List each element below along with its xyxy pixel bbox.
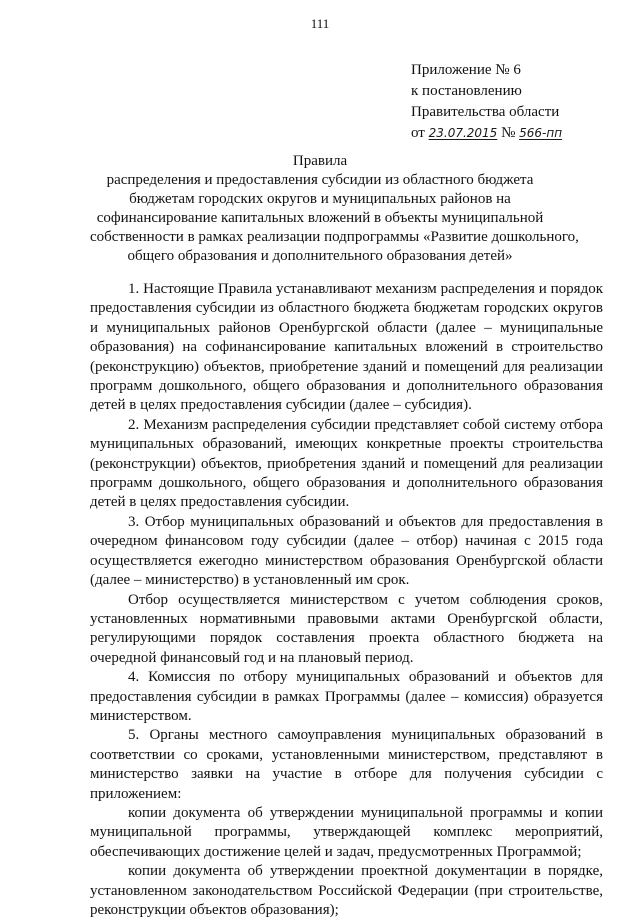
title-heading: Правила xyxy=(292,153,348,169)
paragraph: 2. Механизм распределения субсидии представляет собой систему отбора муниципальных образований, имеющих конкретные проекты строительства (реконструкции) объектов, приобретения зданий и помещений для реализации программ дошкольного, общего образования и дополнительного образования детей в целях предоставления субсидии. xyxy=(90,416,603,511)
title-line: бюджетам городских округов и муниципальных районов на xyxy=(129,191,511,207)
document-body xyxy=(90,280,603,920)
title-line: собственности в рамках реализации подпрограммы «Развитие дошкольного, xyxy=(90,229,579,245)
paragraph: 4. Комиссия по отбору муниципальных образований и объектов для предоставления субсидии в рамках Программы (далее – комиссия) образуется министерством. xyxy=(90,669,603,724)
handwritten-date: 23.07.2015 xyxy=(428,126,498,140)
title-line: общего образования и дополнительного образования детей» xyxy=(127,248,513,264)
from-label: от xyxy=(411,125,425,141)
appendix-date-line xyxy=(411,123,631,144)
paragraph: 1. Настоящие Правила устанавливают механизм распределения и порядок предоставления субсидии из областного бюджета бюджетам городских округов и муниципальных районов Оренбургской области (далее – муниципальные образования) на софинансирование капитальных вложений в строительство (реконструкцию) объектов, приобретение зданий и помещений для реализации программ дошкольного, общего образования и дополнительного образования детей в целях предоставления субсидии (далее – субсидия). xyxy=(90,281,603,414)
paragraph: 5. Органы местного самоуправления муниципальных образований в соответствии со сроками, установленными министерством, представляют в министерство заявки на участие в отборе для получения субсидии с приложением: xyxy=(90,727,603,802)
title-line: софинансирование капитальных вложений в объекты муниципальной xyxy=(96,210,544,226)
number-label: № xyxy=(501,125,516,141)
handwritten-number: 566-пп xyxy=(519,126,563,140)
paragraph: 3. Отбор муниципальных образований и объектов для предоставления в очередном финансовом году субсидии (далее – отбор) начиная с 2015 года осуществляется ежегодно министерством образования Оренбургской области (далее – министерство) в установленный им срок. xyxy=(90,513,603,589)
appendix-header xyxy=(411,60,631,144)
paragraph: копии документа об утверждении проектной документации в порядке, установленном законодательством Российской Федерации (при строительстве, реконструкции объектов образования); xyxy=(90,863,603,918)
title-line: распределения и предоставления субсидии из областного бюджета xyxy=(106,172,534,188)
appendix-authority: Правительства области xyxy=(411,104,560,120)
paragraph: Отбор осуществляется министерством с учетом соблюдения сроков, установленных нормативными правовыми актами Оренбургской области, регулирующими порядок составления проекта областного бюджета на очередной финансовый год и на плановый период. xyxy=(90,591,603,666)
paragraph: копии документа об утверждении муниципальной программы и копии муниципальной программы, утверждающей комплекс мероприятий, обеспечивающих достижение целей и задач, предусмотренных Программой; xyxy=(90,804,603,860)
document-title xyxy=(90,152,579,266)
appendix-reference: к постановлению xyxy=(411,83,522,99)
page-number: 111 xyxy=(310,16,330,31)
appendix-title: Приложение № 6 xyxy=(411,62,521,78)
